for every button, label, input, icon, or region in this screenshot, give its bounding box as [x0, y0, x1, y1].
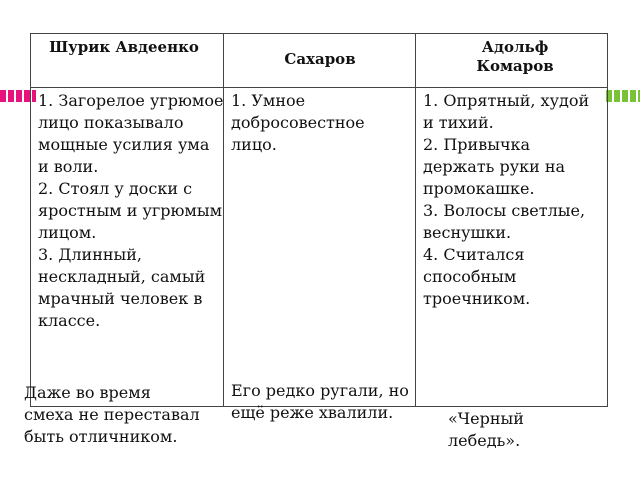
- header-avdeenko: Шурик Авдеенко: [49, 38, 199, 56]
- komarov-trait-2: 2. Привычка держать руки на промокашке.: [423, 135, 566, 198]
- cell-sakharov: [231, 90, 413, 156]
- avdeenko-trait-2: 2. Стоял у доски с яростным и угрюмым лицом.: [38, 179, 223, 242]
- cell-avdeenko: [38, 90, 224, 332]
- decorative-stripe-right: [606, 90, 640, 102]
- note-avdeenko: Даже во время смеха не переставал быть отличником.: [24, 383, 200, 446]
- komarov-trait-3: 3. Волосы светлые, веснушки.: [423, 201, 586, 242]
- table-divider-2: [415, 33, 416, 407]
- komarov-trait-4: 4. Считался способным троечником.: [423, 245, 531, 308]
- note-komarov: «Черный лебедь».: [448, 409, 524, 450]
- cell-komarov: [423, 90, 603, 310]
- header-komarov: Адольф Комаров: [476, 38, 554, 75]
- sakharov-trait-1: 1. Умное добросовестное лицо.: [231, 91, 365, 154]
- note-sakharov: Его редко ругали, но ещё реже хвалили.: [231, 381, 409, 422]
- table-header-divider: [30, 87, 608, 88]
- avdeenko-trait-1: 1. Загорелое угрюмое лицо показывало мощные усилия ума и воли.: [38, 91, 224, 176]
- table-border-top: [30, 33, 608, 34]
- header-sakharov: Сахаров: [284, 50, 356, 68]
- table-border-left: [30, 33, 31, 407]
- komarov-trait-1: 1. Опрятный, худой и тихий.: [423, 91, 590, 132]
- table-border-right: [607, 33, 608, 407]
- avdeenko-trait-3: 3. Длинный, нескладный, самый мрачный человек в классе.: [38, 245, 206, 330]
